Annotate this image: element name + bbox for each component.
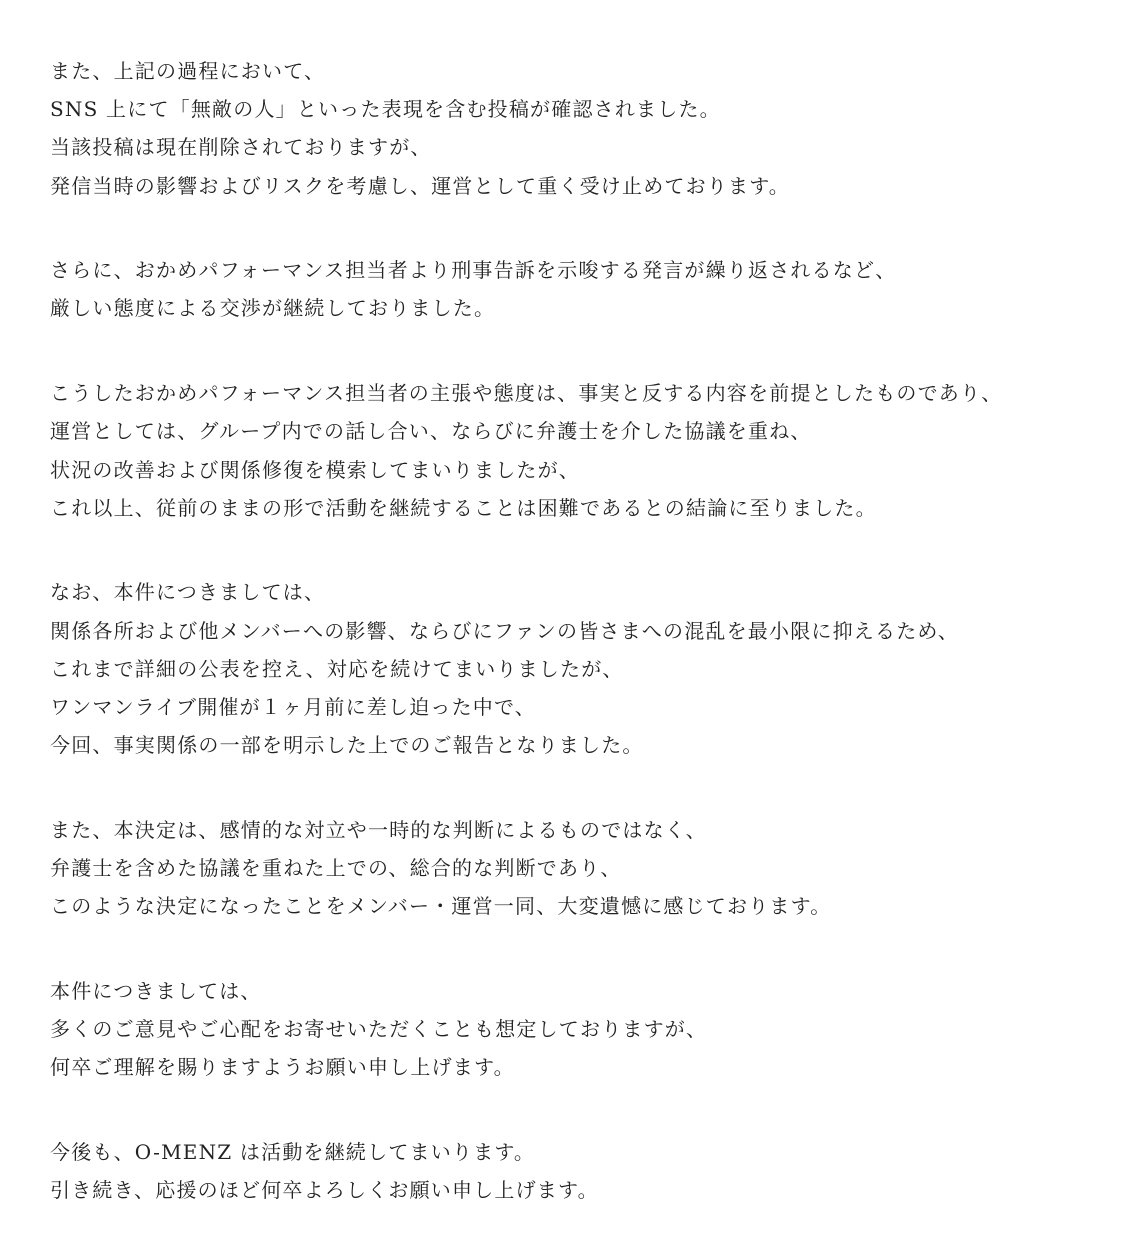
paragraph-negotiation — [50, 251, 1110, 327]
text-line: なお、本件につきましては、 — [50, 580, 326, 605]
text-line: 発信当時の影響およびリスクを考慮し、運営として重く受け止めております。 — [50, 173, 790, 198]
text-line: また、本決定は、感情的な対立や一時的な判断によるものではなく、 — [50, 817, 707, 842]
text-line: ワンマンライブ開催が１ヶ月前に差し迫った中で、 — [50, 694, 536, 719]
text-line: 多くのご意見やご心配をお寄せいただくことも想定しておりますが、 — [50, 1017, 708, 1042]
paragraph-understanding — [50, 972, 1110, 1087]
text-line: 引き続き、応援のほど何卒よろしくお願い申し上げます。 — [50, 1178, 599, 1203]
text-line: こうしたおかめパフォーマンス担当者の主張や態度は、事実と反する内容を前提としたものであり、 — [50, 381, 1003, 406]
text-line: これ以上、従前のままの形で活動を継続することは困難であるとの結論に至りました。 — [50, 495, 877, 520]
text-line: また、上記の過程において、 — [50, 59, 326, 83]
text-line: 厳しい態度による交渉が継続しておりました。 — [50, 296, 496, 321]
text-line: 状況の改善および関係修復を模索してまいりましたが、 — [50, 457, 580, 482]
text-line: 今回、事実関係の一部を明示した上でのご報告となりました。 — [50, 733, 644, 758]
text-line: このような決定になったことをメンバー・運営一同、大変遺憾に感じております。 — [50, 894, 832, 919]
text-line: 関係各所および他メンバーへの影響、ならびにファンの皆さまへの混乱を最小限に抑えるため、 — [50, 618, 959, 643]
text-line: 何卒ご理解を賜りますようお願い申し上げます。 — [50, 1055, 515, 1080]
text-line: SNS 上にて「無敵の人」といった表現を含む投稿が確認されました。 — [50, 97, 721, 122]
paragraph-disclosure — [50, 573, 1110, 764]
text-line: 弁護士を含めた協議を重ねた上での、総合的な判断であり、 — [50, 856, 622, 880]
paragraph-conclusion — [50, 374, 1110, 527]
text-line: 運営としては、グループ内での話し合い、ならびに弁護士を介した協議を重ね、 — [50, 419, 812, 444]
text-line: 本件につきましては、 — [50, 978, 262, 1003]
paragraph-decision — [50, 811, 1110, 926]
text-line: これまで詳細の公表を控え、対応を続けてまいりましたが、 — [50, 656, 624, 681]
paragraph-sns-post — [50, 52, 1110, 205]
paragraph-closing — [50, 1133, 1110, 1209]
text-line: 今後も、O-MENZ は活動を継続してまいります。 — [50, 1139, 536, 1164]
text-line: 当該投稿は現在削除されておりますが、 — [50, 135, 432, 160]
statement-document — [50, 52, 1110, 1256]
text-line: さらに、おかめパフォーマンス担当者より刑事告訴を示唆する発言が繰り返されるなど、 — [50, 258, 897, 283]
